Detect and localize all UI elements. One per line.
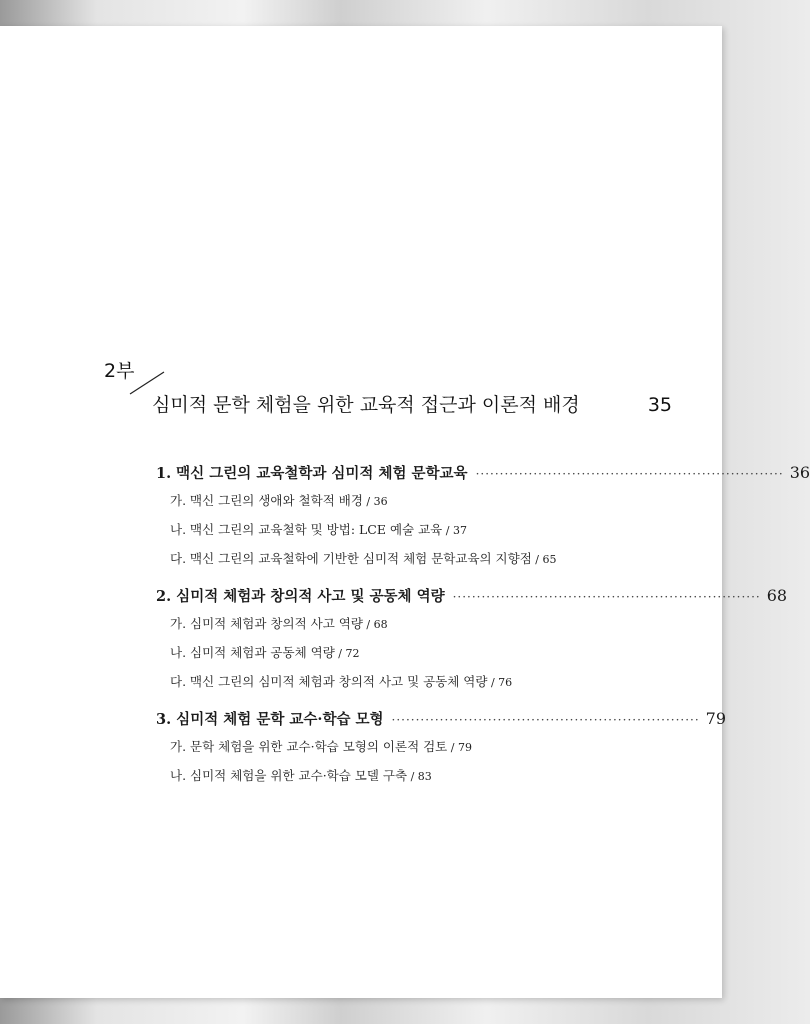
section-page-number: 65	[542, 553, 557, 566]
page-separator: /	[531, 553, 543, 566]
section-title: 가. 심미적 체험과 창의적 사고 역량	[170, 616, 363, 631]
chapter-page-number: 68	[766, 586, 788, 605]
page-separator: /	[407, 770, 418, 783]
section-page-number: 79	[457, 741, 472, 754]
section-page-number: 68	[373, 618, 388, 631]
dot-leader: ································································	[391, 713, 700, 727]
section-title: 나. 맥신 그린의 교육철학 및 방법: LCE 예술 교육	[170, 522, 443, 537]
section-title: 다. 맥신 그린의 심미적 체험과 창의적 사고 및 공동체 역량	[170, 674, 488, 689]
page-separator: /	[362, 495, 374, 508]
part-heading	[152, 390, 672, 417]
page-separator: /	[447, 741, 458, 754]
page-separator: /	[334, 647, 346, 660]
section-page-number: 83	[417, 770, 432, 783]
section-page-number: 76	[498, 676, 513, 689]
section-title: 나. 심미적 체험과 공동체 역량	[170, 645, 335, 660]
section-title: 다. 맥신 그린의 교육철학에 기반한 심미적 체험 문학교육의 지향점	[170, 551, 532, 566]
toc-section[interactable]	[156, 761, 666, 790]
section-page-number: 72	[345, 647, 360, 660]
toc-section[interactable]	[156, 638, 666, 667]
part-page-number: 35	[647, 394, 672, 416]
section-title: 나. 심미적 체험을 위한 교수·학습 모델 구축	[170, 768, 408, 783]
chapter-page-number: 79	[705, 709, 727, 728]
chapter-title: 2. 심미적 체험과 창의적 사고 및 공동체 역량	[156, 588, 445, 605]
dot-leader: ································································	[452, 590, 761, 604]
part-label: 2부	[104, 360, 135, 382]
dot-leader: ································································	[475, 467, 784, 481]
toc-chapter-2[interactable]	[156, 583, 788, 609]
chapter-title: 1. 맥신 그린의 교육철학과 심미적 체험 문학교육	[156, 465, 468, 482]
toc-section[interactable]	[156, 667, 666, 696]
chapter-page-number: 36	[789, 463, 810, 482]
toc-section[interactable]	[156, 486, 666, 515]
chapter-title: 3. 심미적 체험 문학 교수·학습 모형	[156, 711, 384, 728]
section-page-number: 37	[452, 524, 467, 537]
page-separator: /	[362, 618, 374, 631]
table-of-contents	[156, 460, 810, 790]
section-page-number: 36	[373, 495, 388, 508]
section-title: 가. 문학 체험을 위한 교수·학습 모형의 이론적 검토	[170, 739, 448, 754]
toc-section[interactable]	[156, 609, 666, 638]
page-separator: /	[487, 676, 499, 689]
toc-section[interactable]	[156, 544, 666, 573]
toc-chapter-3[interactable]	[156, 706, 727, 732]
page-separator: /	[442, 524, 453, 537]
toc-chapter-1[interactable]	[156, 460, 810, 486]
section-title: 가. 맥신 그린의 생애와 철학적 배경	[170, 493, 363, 508]
toc-section[interactable]	[156, 515, 666, 544]
toc-section[interactable]	[156, 732, 666, 761]
part-title: 심미적 문학 체험을 위한 교육적 접근과 이론적 배경	[152, 394, 580, 416]
